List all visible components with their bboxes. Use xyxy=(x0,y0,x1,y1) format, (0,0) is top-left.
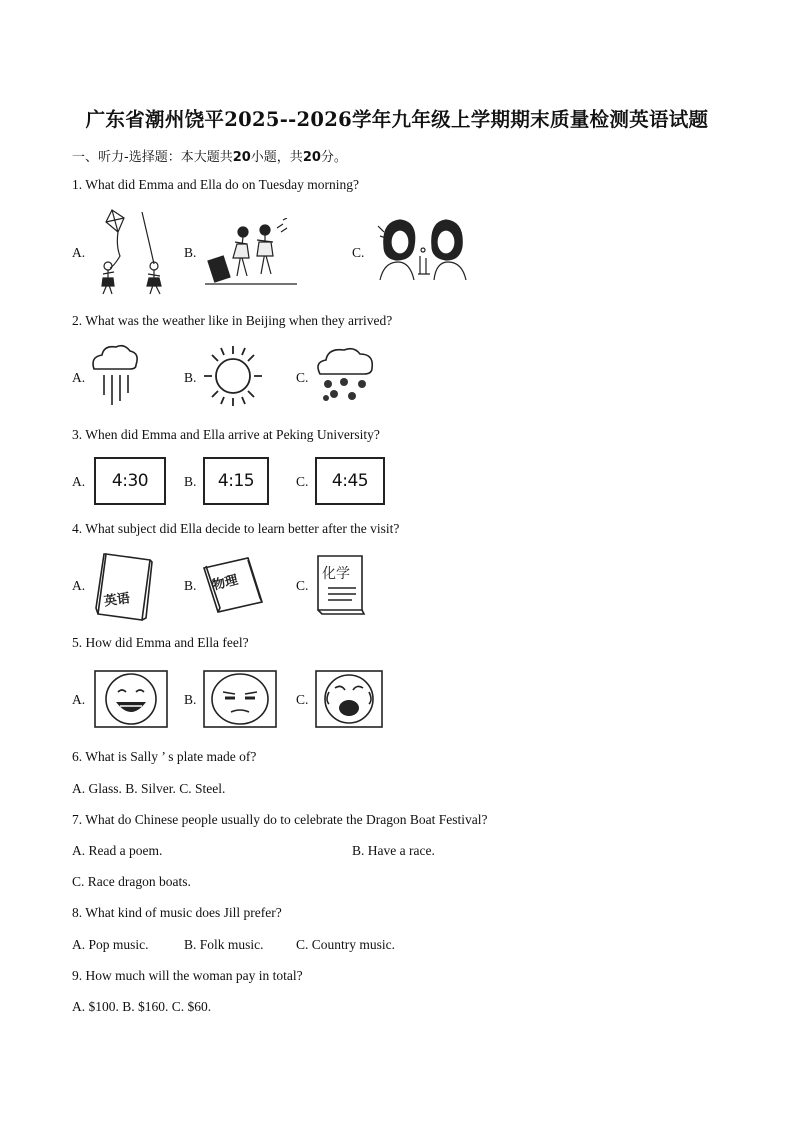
option-a-label: A. xyxy=(72,370,86,385)
option-b-label: B. xyxy=(184,245,197,260)
sun-icon xyxy=(204,344,262,408)
option-b-label: B. xyxy=(184,578,197,593)
laughing-face-image xyxy=(94,670,168,728)
question-2: 2. What was the weather like in Beijing when they arrived? xyxy=(72,313,393,328)
clock-face: 4:15 xyxy=(203,457,269,505)
option-b-label: B. xyxy=(184,370,197,385)
travel-suitcase-image xyxy=(203,218,299,286)
question-9: 9. How much will the woman pay in total? xyxy=(72,968,303,983)
option-a-label: A. xyxy=(72,692,86,707)
option-c-label: C. xyxy=(352,245,365,260)
option-c: C. Country music. xyxy=(296,937,396,952)
book-label: 化学 xyxy=(322,566,350,582)
option-a: A. Read a poem. xyxy=(72,843,163,858)
option-b: B. Have a race. xyxy=(352,843,435,858)
option-a-label: A. xyxy=(72,578,86,593)
rain-icon xyxy=(90,343,140,409)
section-heading: 一、听力-选择题：本大题共20小题，共20分。 xyxy=(72,150,347,165)
kite-flying-image xyxy=(90,206,172,298)
english-book-image xyxy=(92,552,154,622)
option-c-label: C. xyxy=(296,578,309,593)
option-c: C. Race dragon boats. xyxy=(72,874,191,889)
option-c-label: C. xyxy=(296,474,309,489)
question-4: 4. What subject did Ella decide to learn better after the visit? xyxy=(72,521,400,536)
option-b-label: B. xyxy=(184,474,197,489)
option-a-label: A. xyxy=(72,474,86,489)
question-7: 7. What do Chinese people usually do to celebrate the Dragon Boat Festival? xyxy=(72,812,488,827)
option-b-label: B. xyxy=(184,692,197,707)
clock-face: 4:30 xyxy=(94,457,166,505)
question-8: 8. What kind of music does Jill prefer? xyxy=(72,905,282,920)
option-c-label: C. xyxy=(296,370,309,385)
option-a: A. Pop music. xyxy=(72,937,149,952)
page-title: 广东省潮州饶平2025--2026学年九年级上学期期末质量检测英语试题 xyxy=(85,108,709,131)
crying-face-image xyxy=(315,670,383,728)
bored-face-image xyxy=(203,670,277,728)
option-a-label: A. xyxy=(72,245,86,260)
question-3: 3. When did Emma and Ella arrive at Peking University? xyxy=(72,427,380,442)
eating-together-image xyxy=(374,216,470,282)
option-c-label: C. xyxy=(296,692,309,707)
question-6: 6. What is Sally ’ s plate made of? xyxy=(72,749,257,764)
question-5: 5. How did Emma and Ella feel? xyxy=(72,635,249,650)
options-line: A. $100. B. $160. C. $60. xyxy=(72,999,212,1014)
book-label: 英语 xyxy=(103,591,131,610)
option-b: B. Folk music. xyxy=(184,937,264,952)
question-1: 1. What did Emma and Ella do on Tuesday morning? xyxy=(72,177,359,192)
chemistry-book-image xyxy=(314,554,366,616)
physics-book-image xyxy=(200,556,266,614)
options-line: A. Glass. B. Silver. C. Steel. xyxy=(72,781,226,796)
book-label: 物理 xyxy=(210,572,240,594)
clock-face: 4:45 xyxy=(315,457,385,505)
snow-icon xyxy=(314,346,378,406)
